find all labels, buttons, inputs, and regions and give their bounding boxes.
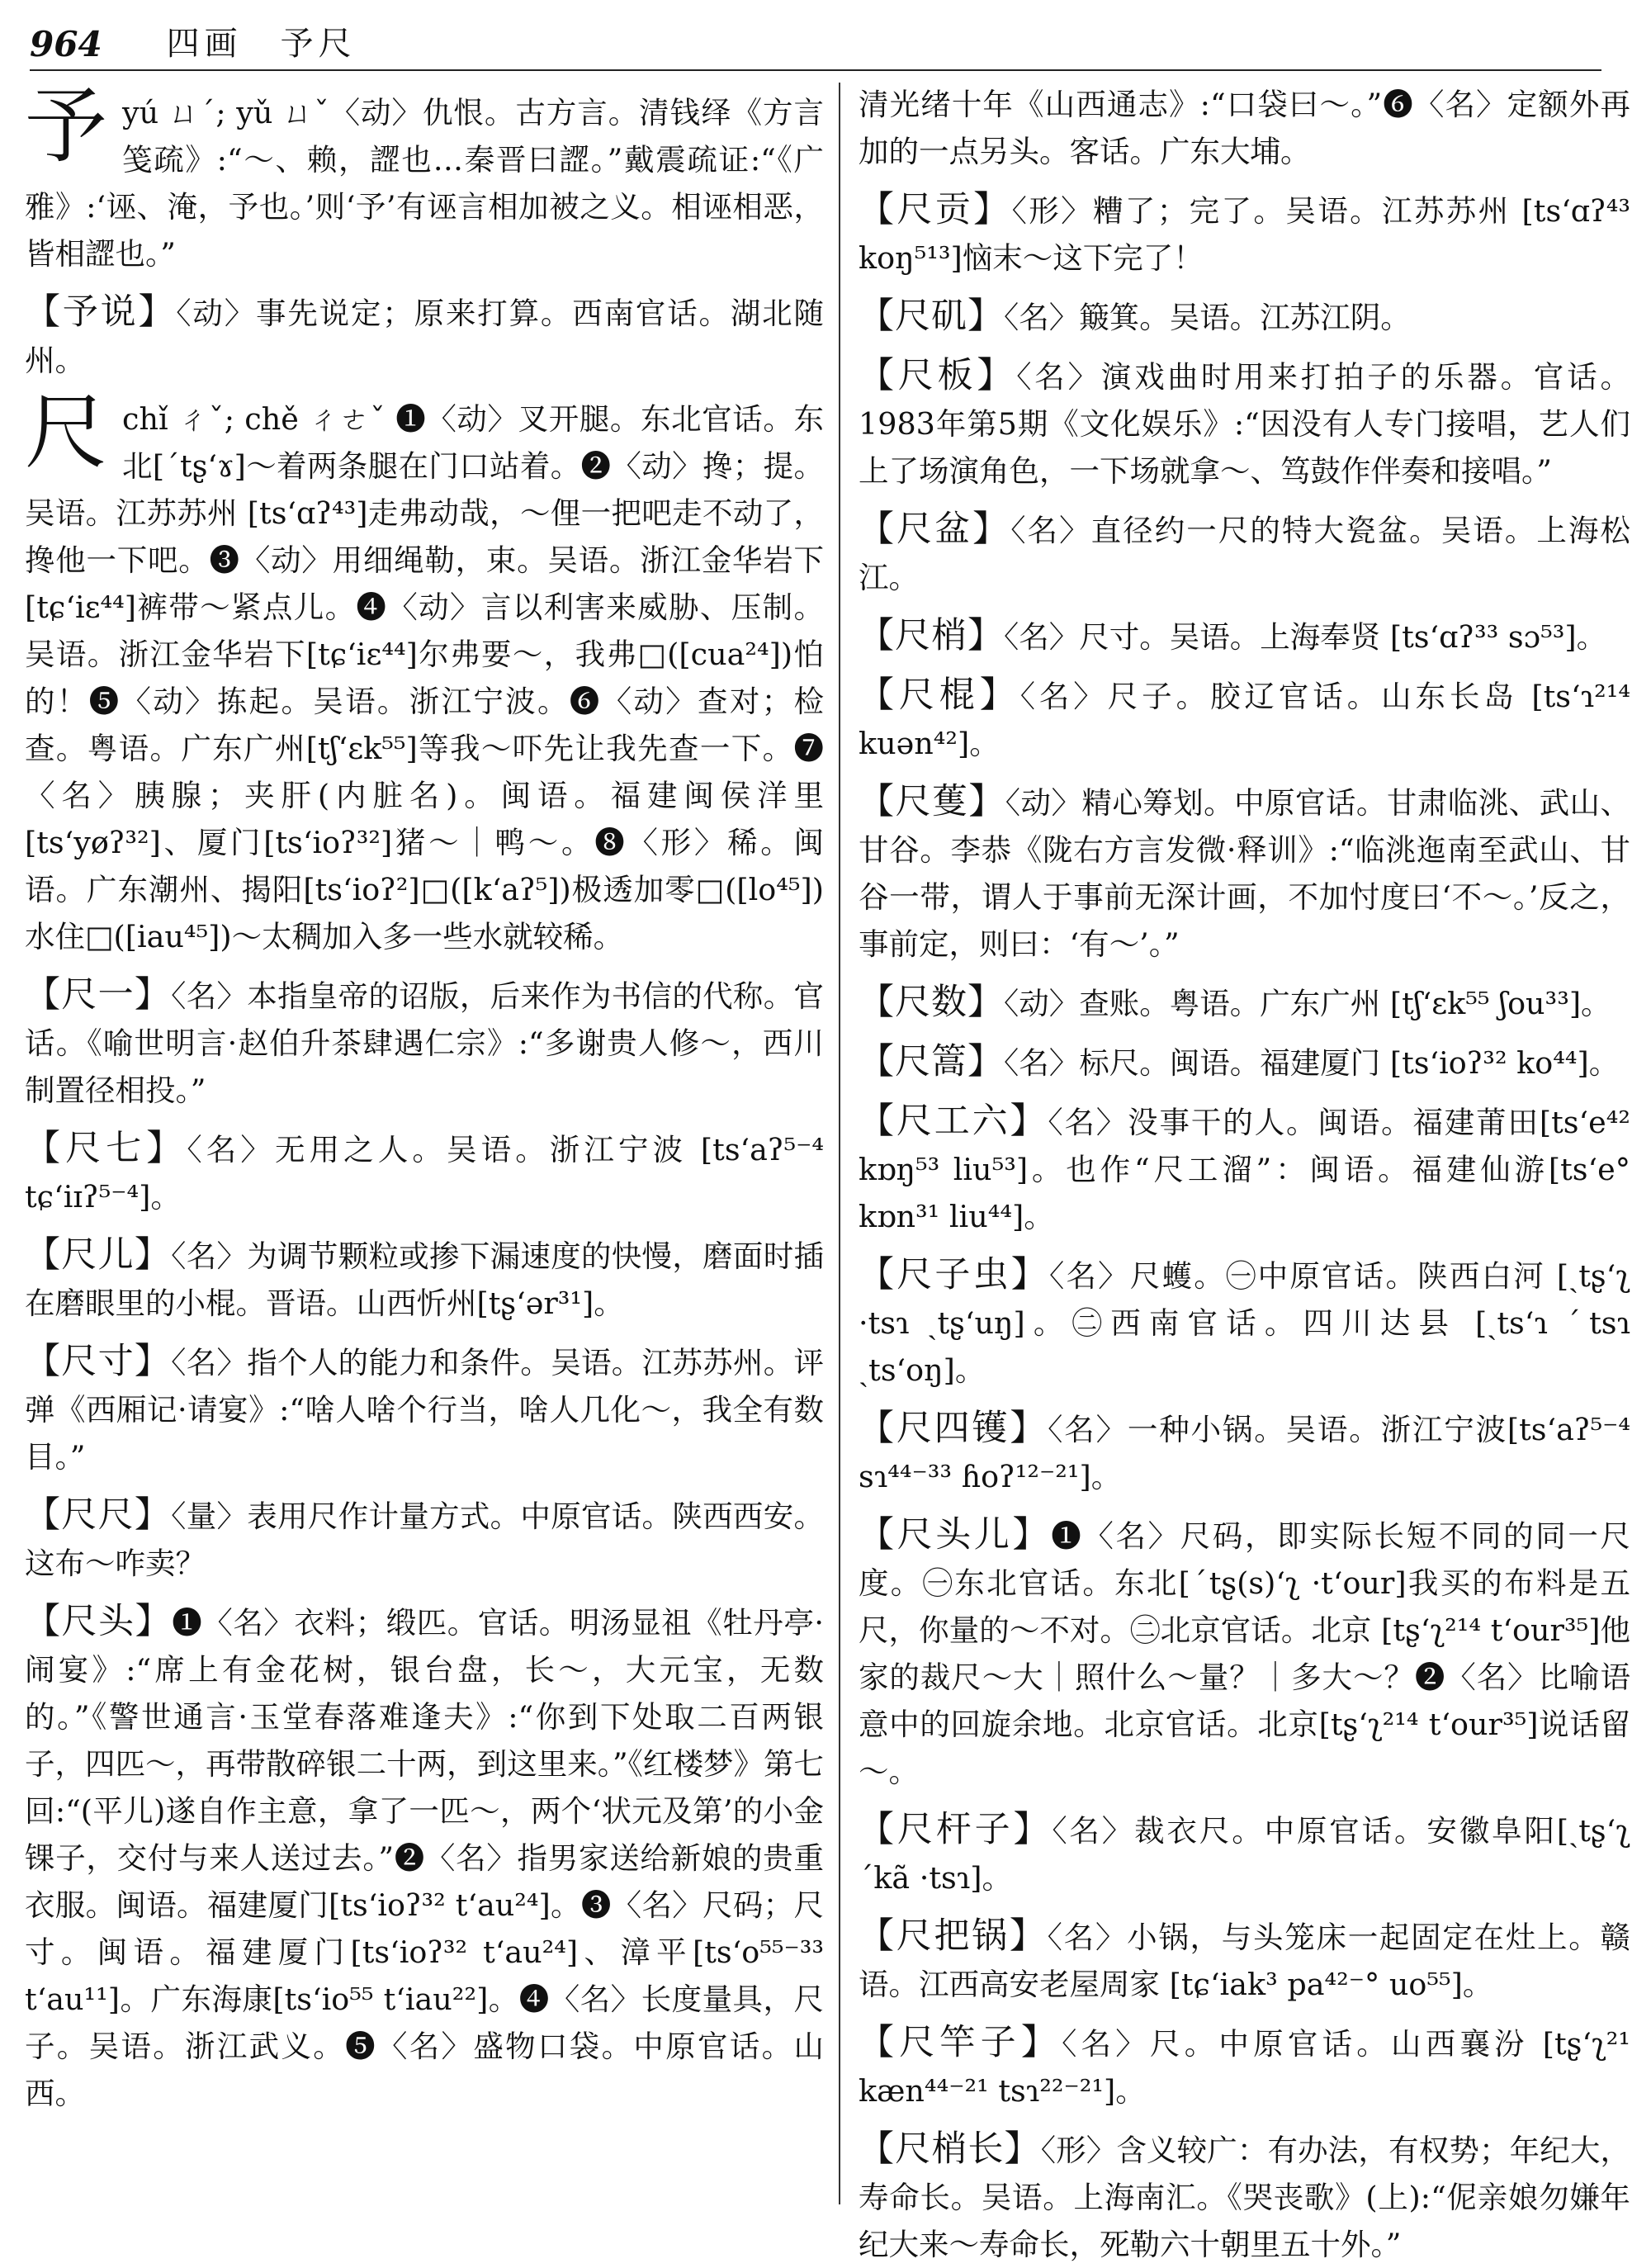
entry-definition: ❶〈名〉尺码，即实际长短不同的同一尺度。㊀东北官话。东北[ˊtʂ(s)ʻʅ ·tʻour]我买的布料是五尺，你量的～不对。㊁北京官话。北京 [tʂʻʅ²¹⁴ tʻour³⁵]他家的裁尺～大｜照什么～量？｜多大～？❷〈名〉比喻语意中的回旋余地。北京官话。北京[tʂʻʅ²¹⁴ tʻour³⁵]说话留～。 xyxy=(859,1518,1631,1789)
dictionary-entry xyxy=(25,1492,824,1587)
entry-definition: 〈动〉事先说定；原来打算。西南官话。湖北随州。 xyxy=(25,296,825,378)
entry-definition: 〈名〉本指皇帝的诏版，后来作为书信的代称。官话。《喻世明言·赵伯升茶肆遇仁宗》:“多谢贵人修～，西川制置径相投。” xyxy=(25,978,825,1108)
entry-headword: 【尺梢】 xyxy=(859,615,1004,656)
entry-headword: 【尺尺】 xyxy=(25,1494,172,1536)
dictionary-entry xyxy=(25,1125,824,1220)
dictionary-entry xyxy=(859,779,1630,968)
entry-definition: 〈动〉查账。粤语。广东广州 [tʃʻɛk⁵⁵ ʃou³³]。 xyxy=(1004,986,1611,1021)
page-header xyxy=(30,12,1601,71)
dictionary-entry xyxy=(859,1039,1630,1087)
entry-definition: ❶〈名〉衣料；缎匹。官话。明汤显祖《牡丹亭·闹宴》:“席上有金花树，银台盘，长～，大元宝，无数的。”《警世通言·玉堂春落难逢夫》:“你到下处取二百两银子，四匹～，再带散碎银二十两，到这里来。”《红楼梦》第七回:“(平儿)遂自作主意，拿了一匹～，两个‘状元及第’的小金锞子，交付与来人送过去。”❷〈名〉指男家送给新娘的贵重衣服。闽语。福建厦门[tsʻioʔ³² tʻau²⁴]。❸〈名〉尺码；尺寸。闽语。福建厦门[tsʻioʔ³² tʻau²⁴]、漳平[tsʻo⁵⁵⁻³³ tʻau¹¹]。广东海康[tsʻio⁵⁵ tʻiau²²]。❹〈名〉长度量具，尺子。吴语。浙江武义。❺〈名〉盛物口袋。中原官话。山西。 xyxy=(25,1605,825,2111)
entries-chi-group-right xyxy=(859,187,1630,2268)
dictionary-entry xyxy=(859,1806,1630,1901)
entry-yu-text: yú ㄩˊ; yǔ ㄩˇ〈动〉仇恨。古方言。清钱绎《方言笺疏》:“～、赖，䜀也…秦晋曰䜀。”戴震疏证:“《广雅》:‘诬、淹，予也。’则‘予’有诬言相加被之义。相诬相恶，皆相䜀也。” xyxy=(25,95,824,272)
entry-headword: 【尺梢长】 xyxy=(859,2128,1041,2170)
entry-definition: 〈名〉为调节颗粒或掺下漏速度的快慢，磨面时插在磨眼里的小棍。晋语。山西忻州[tʂʻər³¹]。 xyxy=(25,1238,825,1321)
entries-chi-group-left xyxy=(25,972,824,2117)
entry-definition: 〈名〉簸箕。吴语。江苏江阴。 xyxy=(1004,300,1411,335)
entry-definition: 〈名〉指个人的能力和条件。吴语。江苏苏州。评弹《西厢记·请宴》:“啥人啥个行当，啥人几化～，我全有数目。” xyxy=(25,1345,825,1475)
entry-headword: 【尺子虫】 xyxy=(859,1254,1050,1295)
entry-headword: 【尺棍】 xyxy=(859,675,1020,716)
dictionary-entry xyxy=(25,1338,824,1480)
entry-headword: 【尺寸】 xyxy=(25,1341,172,1382)
entry-definition: 〈形〉含义较广：有办法，有权势；年纪大，寿命长。吴语。上海南汇。《哭丧歌》(上):“伲亲娘勿嫌年纪大来～寿命长，死勒六十朝里五十外。” xyxy=(859,2133,1631,2262)
page-number: 964 xyxy=(30,24,102,64)
entry-headword: 【尺一】 xyxy=(25,974,172,1016)
dictionary-entry xyxy=(25,1232,824,1327)
entry-headword: 【尺四镬】 xyxy=(859,1408,1048,1449)
entry-headword: 【尺矶】 xyxy=(859,296,1004,337)
dictionary-entry xyxy=(859,613,1630,661)
entry-definition: 〈量〉表用尺作计量方式。中原官话。陕西西安。这布～咋卖？ xyxy=(25,1499,825,1581)
entry-headword: 【尺杆子】 xyxy=(859,1809,1053,1850)
dictionary-entry xyxy=(859,353,1630,495)
entry-headword: 【尺篙】 xyxy=(859,1041,1004,1082)
entry-yu xyxy=(25,78,824,277)
dictionary-entry xyxy=(859,1405,1630,1500)
entry-headword: 【尺头儿】 xyxy=(859,1514,1052,1555)
entry-definition: 〈动〉精心筹划。中原官话。甘肃临洮、武山、甘谷。李恭《陇右方言发微·释训》:“临洮迤南至武山、甘谷一带，谓人于事前无深计画，不加忖度曰‘不～。’反之，事前定，则曰：‘有～’。” xyxy=(859,785,1631,962)
entry-headword: 【予说】 xyxy=(25,291,177,333)
dictionary-entry xyxy=(859,2126,1630,2268)
entry-definition: 〈名〉一种小锅。吴语。浙江宁波[tsʻaʔ⁵⁻⁴ sɿ⁴⁴⁻³³ ɦoʔ¹²⁻²¹]。 xyxy=(859,1412,1631,1494)
entry-headword: 【尺把锅】 xyxy=(859,1915,1048,1957)
continued-entry-text: 清光绪十年《山西通志》:“口袋曰～。”❻〈名〉定额外再加的一点另头。客话。广东大埔。 xyxy=(859,87,1630,169)
entry-headword: 【尺数】 xyxy=(859,982,1004,1023)
entry-definition: 〈名〉尺寸。吴语。上海奉贤 [tsʻɑʔ³³ sɔ⁵³]。 xyxy=(1004,619,1607,655)
entry-definition: 〈形〉糟了；完了。吴语。江苏苏州 [tsʻɑʔ⁴³ koŋ⁵¹³]恼末～这下完了！ xyxy=(859,193,1630,276)
entry-headword: 【尺头】 xyxy=(25,1601,173,1642)
dictionary-entry xyxy=(859,2019,1630,2114)
right-column xyxy=(859,81,1631,2262)
entries-yu-group xyxy=(25,289,824,384)
entry-chi-text: chǐ ㄔˇ; chě ㄔㄜˇ ❶〈动〉叉开腿。东北官话。东北[ˊtʂʻɤ]～着两条腿在门口站着。❷〈动〉搀；提。吴语。江苏苏州 [tsʻɑʔ⁴³]走弗动哉，～俚一把吧走不动了，搀他一下吧。❸〈动〉用细绳勒，束。吴语。浙江金华岩下[tɕʻiɛ⁴⁴]裤带～紧点儿。❹〈动〉言以利害来威胁、压制。吴语。浙江金华岩下[tɕʻiɛ⁴⁴]尔弗要～，我弗□([cua²⁴])怕的！❺〈动〉拣起。吴语。浙江宁波。❻〈动〉查对；检查。粤语。广东广州[tʃʻɛk⁵⁵]等我～吓先让我先查一下。❼〈名〉胰腺；夹肝(内脏名)。闽语。福建闽侯洋里[tsʻyøʔ³²]、厦门[tsʻioʔ³²]猪～｜鸭～。❽〈形〉稀。闽语。广东潮州、揭阳[tsʻioʔ²]□([kʻaʔ⁵])极透加零□([lo⁴⁵])水住□([iau⁴⁵])～太稠加入多一些水就较稀。 xyxy=(25,401,824,954)
entry-headword: 【尺竿子】 xyxy=(859,2022,1062,2063)
dictionary-entry xyxy=(859,1098,1630,1240)
dictionary-entry xyxy=(859,506,1630,601)
left-column xyxy=(25,78,825,2203)
entry-definition: 〈名〉小锅，与头笼床一起固定在灶上。赣语。江西高安老屋周家 [tɕʻiak³ pa⁴²⁻° uo⁵⁵]。 xyxy=(859,1920,1631,2002)
column-divider xyxy=(839,83,840,2204)
entry-definition: 〈名〉尺蠖。㊀中原官话。陕西白河 [ˏtʂʻʅ ·tsɿ ˏtʂʻuŋ]。㊁西南官话。四川达县 [ˏtsʻɿ ˊtsɿ ˏtsʻoŋ]。 xyxy=(859,1258,1630,1388)
entry-headword: 【尺蒦】 xyxy=(859,781,1005,822)
dictionary-entry xyxy=(25,1598,824,2117)
entry-definition: 〈名〉直径约一尺的特大瓷盆。吴语。上海松江。 xyxy=(859,513,1631,595)
dictionary-entry xyxy=(25,289,824,384)
dictionary-entry xyxy=(859,979,1630,1027)
entry-headword: 【尺板】 xyxy=(859,355,1017,396)
dictionary-entry xyxy=(859,1913,1630,2008)
entry-definition: 〈名〉尺子。胶辽官话。山东长岛 [tsʻɿ²¹⁴ kuən⁴²]。 xyxy=(859,679,1631,761)
entry-definition: 〈名〉没事干的人。闽语。福建莆田[tsʻe⁴² kɒŋ⁵³ liu⁵³]。也作“尺工溜”：闽语。福建仙游[tsʻe° kɒn³¹ liu⁴⁴]。 xyxy=(859,1105,1631,1234)
entry-definition: 〈名〉无用之人。吴语。浙江宁波 [tsʻaʔ⁵⁻⁴ tɕʻiɪʔ⁵⁻⁴]。 xyxy=(25,1132,825,1214)
entry-headword: 【尺贡】 xyxy=(859,189,1012,230)
entry-definition: 〈名〉演戏曲时用来打拍子的乐器。官话。1983年第5期《文化娱乐》:“因没有人专门接唱，艺人们上了场演角色，一下场就拿～、笃鼓作伴奏和接唱。” xyxy=(859,359,1631,489)
entry-headword: 【尺工六】 xyxy=(859,1101,1048,1142)
entry-definition: 〈名〉尺。中原官话。山西襄汾 [tʂʻʅ²¹ kæn⁴⁴⁻²¹ tsɿ²²⁻²¹]。 xyxy=(859,2026,1630,2109)
dictionary-entry xyxy=(25,972,824,1114)
entry-headword: 【尺盆】 xyxy=(859,509,1011,550)
head-character-yu: 予 xyxy=(25,78,107,174)
entry-chi xyxy=(25,384,824,960)
head-character-chi: 尺 xyxy=(25,384,107,481)
entry-definition: 〈名〉标尺。闽语。福建厦门 [tsʻioʔ³² ko⁴⁴]。 xyxy=(1004,1045,1620,1081)
dictionary-entry xyxy=(859,672,1630,767)
dictionary-entry xyxy=(859,293,1630,341)
dictionary-entry xyxy=(859,187,1630,282)
entry-headword: 【尺七】 xyxy=(25,1128,187,1169)
dictionary-entry xyxy=(859,1512,1630,1795)
entry-headword: 【尺儿】 xyxy=(25,1234,172,1276)
section-title: 四画 予尺 xyxy=(166,25,357,63)
dictionary-entry xyxy=(859,1252,1630,1394)
entry-definition: 〈名〉裁衣尺。中原官话。安徽阜阳[ˏtʂʻʅ ˊkã ·tsɿ]。 xyxy=(859,1813,1631,1896)
